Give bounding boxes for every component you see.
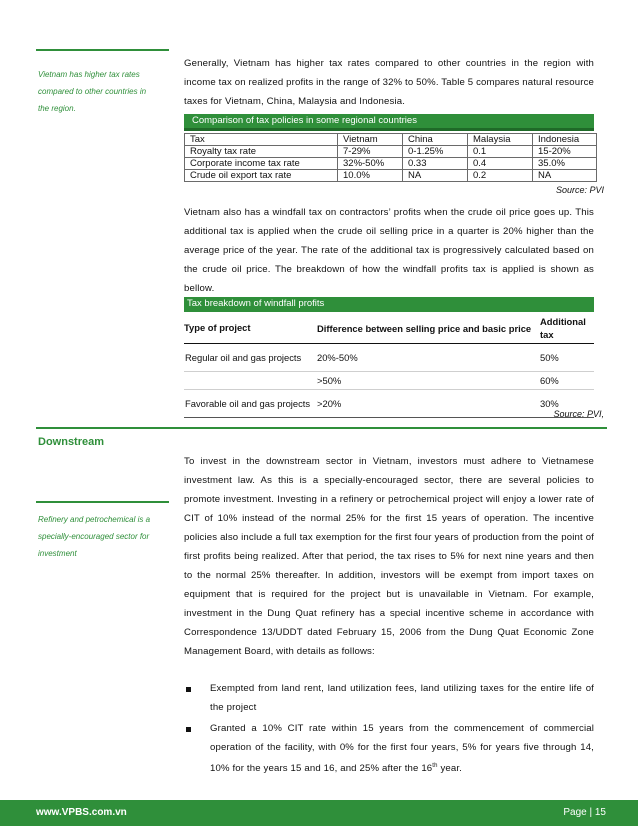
list-item-tail: year. bbox=[440, 763, 462, 775]
page-footer bbox=[0, 800, 638, 826]
table-cell: 15-20% bbox=[533, 146, 597, 158]
table-cell: 35.0% bbox=[533, 158, 597, 170]
ordinal-suffix: th bbox=[432, 763, 438, 769]
bullet-icon bbox=[186, 687, 191, 692]
table-row bbox=[184, 390, 594, 418]
table2-source: Source: PVI, bbox=[553, 409, 604, 419]
table-cell: >20% bbox=[317, 398, 342, 409]
table-header-cell: Malaysia bbox=[468, 134, 533, 146]
table-row bbox=[185, 158, 597, 170]
table-header-row bbox=[184, 312, 594, 344]
table-cell: 7-29% bbox=[338, 146, 403, 158]
sidenote-line: investment bbox=[38, 549, 77, 558]
table1-source: Source: PVI bbox=[555, 185, 604, 195]
table-cell: 0.33 bbox=[403, 158, 468, 170]
table-header-cell: Vietnam bbox=[338, 134, 403, 146]
table-header-cell: China bbox=[403, 134, 468, 146]
downstream-paragraph: To invest in the downstream sector in Vietnam, investors must adhere to Vietnamese investment law. As this is a specially-encouraged sector, there are several policies to promote investment. Investing in a refinery or petrochemical project will enjoy a lower rate of CIT of 10% instead of the normal 25% for the first 15 years of operation. The incentive policies also include a full tax exemption for the first four years of production from the point of first profits being realized. After that period, the tax rises to 5% for next nine years and then to the normal 25% thereafter. In addition, investors will be exempt from import taxes on equipment that is required for the project but is unavailable in Vietnam. For example, investment in the Dung Quat refinery has a special incentive scheme in accordance with Correspondence 13/UDDT dated February 15, 2006 from the Dung Quat Economic Zone Management Board, with details as follows: bbox=[184, 456, 594, 657]
table-cell: Regular oil and gas projects bbox=[185, 351, 302, 363]
table-cell: >50% bbox=[317, 375, 342, 386]
table-cell: NA bbox=[403, 170, 468, 182]
table-cell: 0.4 bbox=[468, 158, 533, 170]
table-cell: 30% bbox=[540, 398, 559, 409]
list-item-text: Granted a 10% CIT rate within 15 years from the commencement of commercial operation of the facility, with 0% for the first four years, 5% for years five through 14, 10% for the years 15 and 16, and 25% after the 16 bbox=[210, 723, 594, 775]
sidenote-line: the region. bbox=[38, 104, 76, 113]
top-rule bbox=[36, 49, 169, 51]
table1-banner bbox=[184, 114, 594, 131]
page-number: Page | 15 bbox=[563, 807, 606, 818]
sidenote-line: Refinery and petrochemical is a bbox=[38, 515, 151, 524]
bullet-icon bbox=[186, 727, 191, 732]
table-cell: NA bbox=[533, 170, 597, 182]
table-cell: Crude oil export tax rate bbox=[185, 170, 338, 182]
list-item-text: Exempted from land rent, land utilization fees, land utilizing taxes for the entire life of the project bbox=[210, 683, 594, 713]
list-item bbox=[184, 679, 594, 717]
table2-banner-text: Tax breakdown of windfall profits bbox=[187, 298, 325, 309]
table-header-cell: Indonesia bbox=[533, 134, 597, 146]
sidenote-line: Vietnam has higher tax rates bbox=[38, 70, 140, 79]
table2-banner bbox=[184, 297, 594, 312]
table-row bbox=[185, 170, 597, 182]
table-header-cell: Tax bbox=[185, 134, 338, 146]
table-cell: 50% bbox=[540, 352, 559, 363]
table1-banner-text: Comparison of tax policies in some regional countries bbox=[192, 115, 417, 126]
table-header-cell: Type of project bbox=[184, 322, 251, 333]
table-cell: 60% bbox=[540, 375, 559, 386]
table-cell: 0-1.25% bbox=[403, 146, 468, 158]
table-cell: 0.2 bbox=[468, 170, 533, 182]
website-link[interactable]: www.VPBS.com.vn bbox=[36, 807, 127, 818]
table-header-cell: Difference between selling price and basic price bbox=[317, 322, 532, 334]
intro-paragraph: Generally, Vietnam has higher tax rates compared to other countries in the region with income tax on realized profits in the range of 32% to 50%. Table 5 compares natural resource taxes for Vietnam, China, Malaysia and Indonesia. bbox=[184, 58, 594, 107]
list-item bbox=[184, 719, 594, 778]
table-row bbox=[184, 372, 594, 390]
table-cell: 32%-50% bbox=[338, 158, 403, 170]
sidenote-refinery bbox=[38, 511, 168, 562]
windfall-paragraph: Vietnam also has a windfall tax on contractors’ profits when the crude oil price goes up. This additional tax is applied when the crude oil selling price in a quarter is 20% higher than the average price of the year. The rate of the additional tax is progressively calculated based on the crude oil price. The breakdown of how the windfall profits tax is applied is shown as bellow. bbox=[184, 207, 594, 294]
table-row bbox=[185, 146, 597, 158]
sidenote-tax bbox=[38, 66, 168, 117]
table-cell: Corporate income tax rate bbox=[185, 158, 338, 170]
table-header-row bbox=[185, 134, 597, 146]
table-row bbox=[184, 344, 594, 372]
incentive-list bbox=[184, 679, 594, 778]
section-rule bbox=[36, 427, 607, 429]
sidenote-line: compared to other countries in bbox=[38, 87, 147, 96]
table-cell: 0.1 bbox=[468, 146, 533, 158]
table-cell: 20%-50% bbox=[317, 352, 358, 363]
table-header-cell: Additional tax bbox=[540, 316, 586, 340]
table-cell: 10.0% bbox=[338, 170, 403, 182]
table-cell bbox=[184, 372, 316, 390]
tax-comparison-table bbox=[184, 133, 597, 182]
sidenote-rule bbox=[36, 501, 169, 503]
table-cell: Royalty tax rate bbox=[185, 146, 338, 158]
section-title-downstream: Downstream bbox=[38, 436, 105, 448]
windfall-tax-table bbox=[184, 312, 594, 418]
sidenote-line: specially-encouraged sector for bbox=[38, 532, 150, 541]
table-cell: Favorable oil and gas projects bbox=[185, 397, 311, 409]
